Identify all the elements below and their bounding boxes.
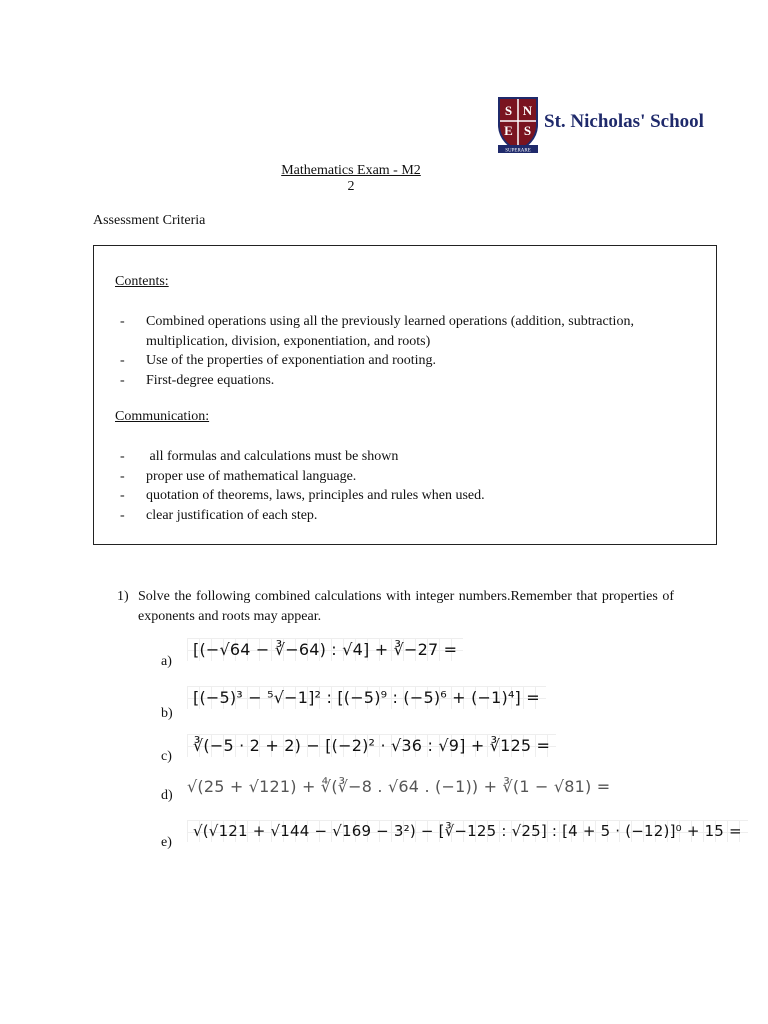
list-item: - all formulas and calculations must be shown — [120, 447, 690, 467]
math-expression: [(−5)³ − ⁵√−1]² : [(−5)⁹ : (−5)⁶ + (−1)⁴] = — [187, 686, 546, 709]
math-expression: [(−√64 − ∛−64) : √4] + ∛−27 = — [187, 638, 463, 661]
contents-list — [120, 312, 690, 390]
criteria-box — [93, 245, 717, 545]
item-label: e) — [161, 835, 172, 850]
exam-title: Mathematics Exam - M2 — [281, 163, 421, 178]
list-item: - proper use of mathematical language. — [120, 467, 690, 487]
question-1 — [117, 587, 674, 626]
crest-letter: S — [504, 103, 513, 118]
question-number: 1) — [117, 589, 129, 604]
math-expression: √(√121 + √144 − √169 − 3²) − [∛−125 : √25] : [4 + 5 · (−12)]⁰ + 15 = — [187, 820, 748, 842]
item-label: d) — [161, 788, 173, 803]
crest-letter: S — [523, 123, 532, 138]
list-item: - quotation of theorems, laws, principles and rules when used. — [120, 486, 690, 506]
contents-heading: Contents: — [115, 274, 169, 289]
communication-list — [120, 447, 690, 525]
math-expression: √(25 + √121) + ∜(∛−8 . √64 . (−1)) + ∛(1 − √81) = — [187, 777, 611, 796]
exam-title-block — [0, 163, 702, 195]
crest-letter: N — [522, 103, 533, 118]
school-name: St. Nicholas' School — [544, 111, 704, 132]
school-crest-icon — [496, 95, 540, 155]
question-text: Solve the following combined calculations with integer numbers.Remember that properties of exponents and roots may appear. — [138, 589, 674, 624]
list-item: - First-degree equations. — [120, 371, 690, 391]
school-logo — [496, 95, 704, 155]
exam-number: 2 — [347, 179, 355, 194]
item-label: a) — [161, 654, 172, 669]
list-item: - Combined operations using all the previously learned operations (addition, subtraction, multiplication, division, exponentiation, and roots) — [120, 312, 690, 351]
item-label: b) — [161, 706, 173, 721]
communication-heading: Communication: — [115, 409, 210, 424]
item-label: c) — [161, 749, 172, 764]
crest-motto: SUPERARE — [505, 148, 531, 154]
criteria-heading: Assessment Criteria — [93, 213, 206, 228]
list-item: - Use of the properties of exponentiation and rooting. — [120, 351, 690, 371]
math-expression: ∛(−5 · 2 + 2) − [(−2)² · √36 : √9] + ∛125 = — [187, 734, 556, 757]
crest-letter: E — [504, 123, 513, 138]
list-item: - clear justification of each step. — [120, 506, 690, 526]
